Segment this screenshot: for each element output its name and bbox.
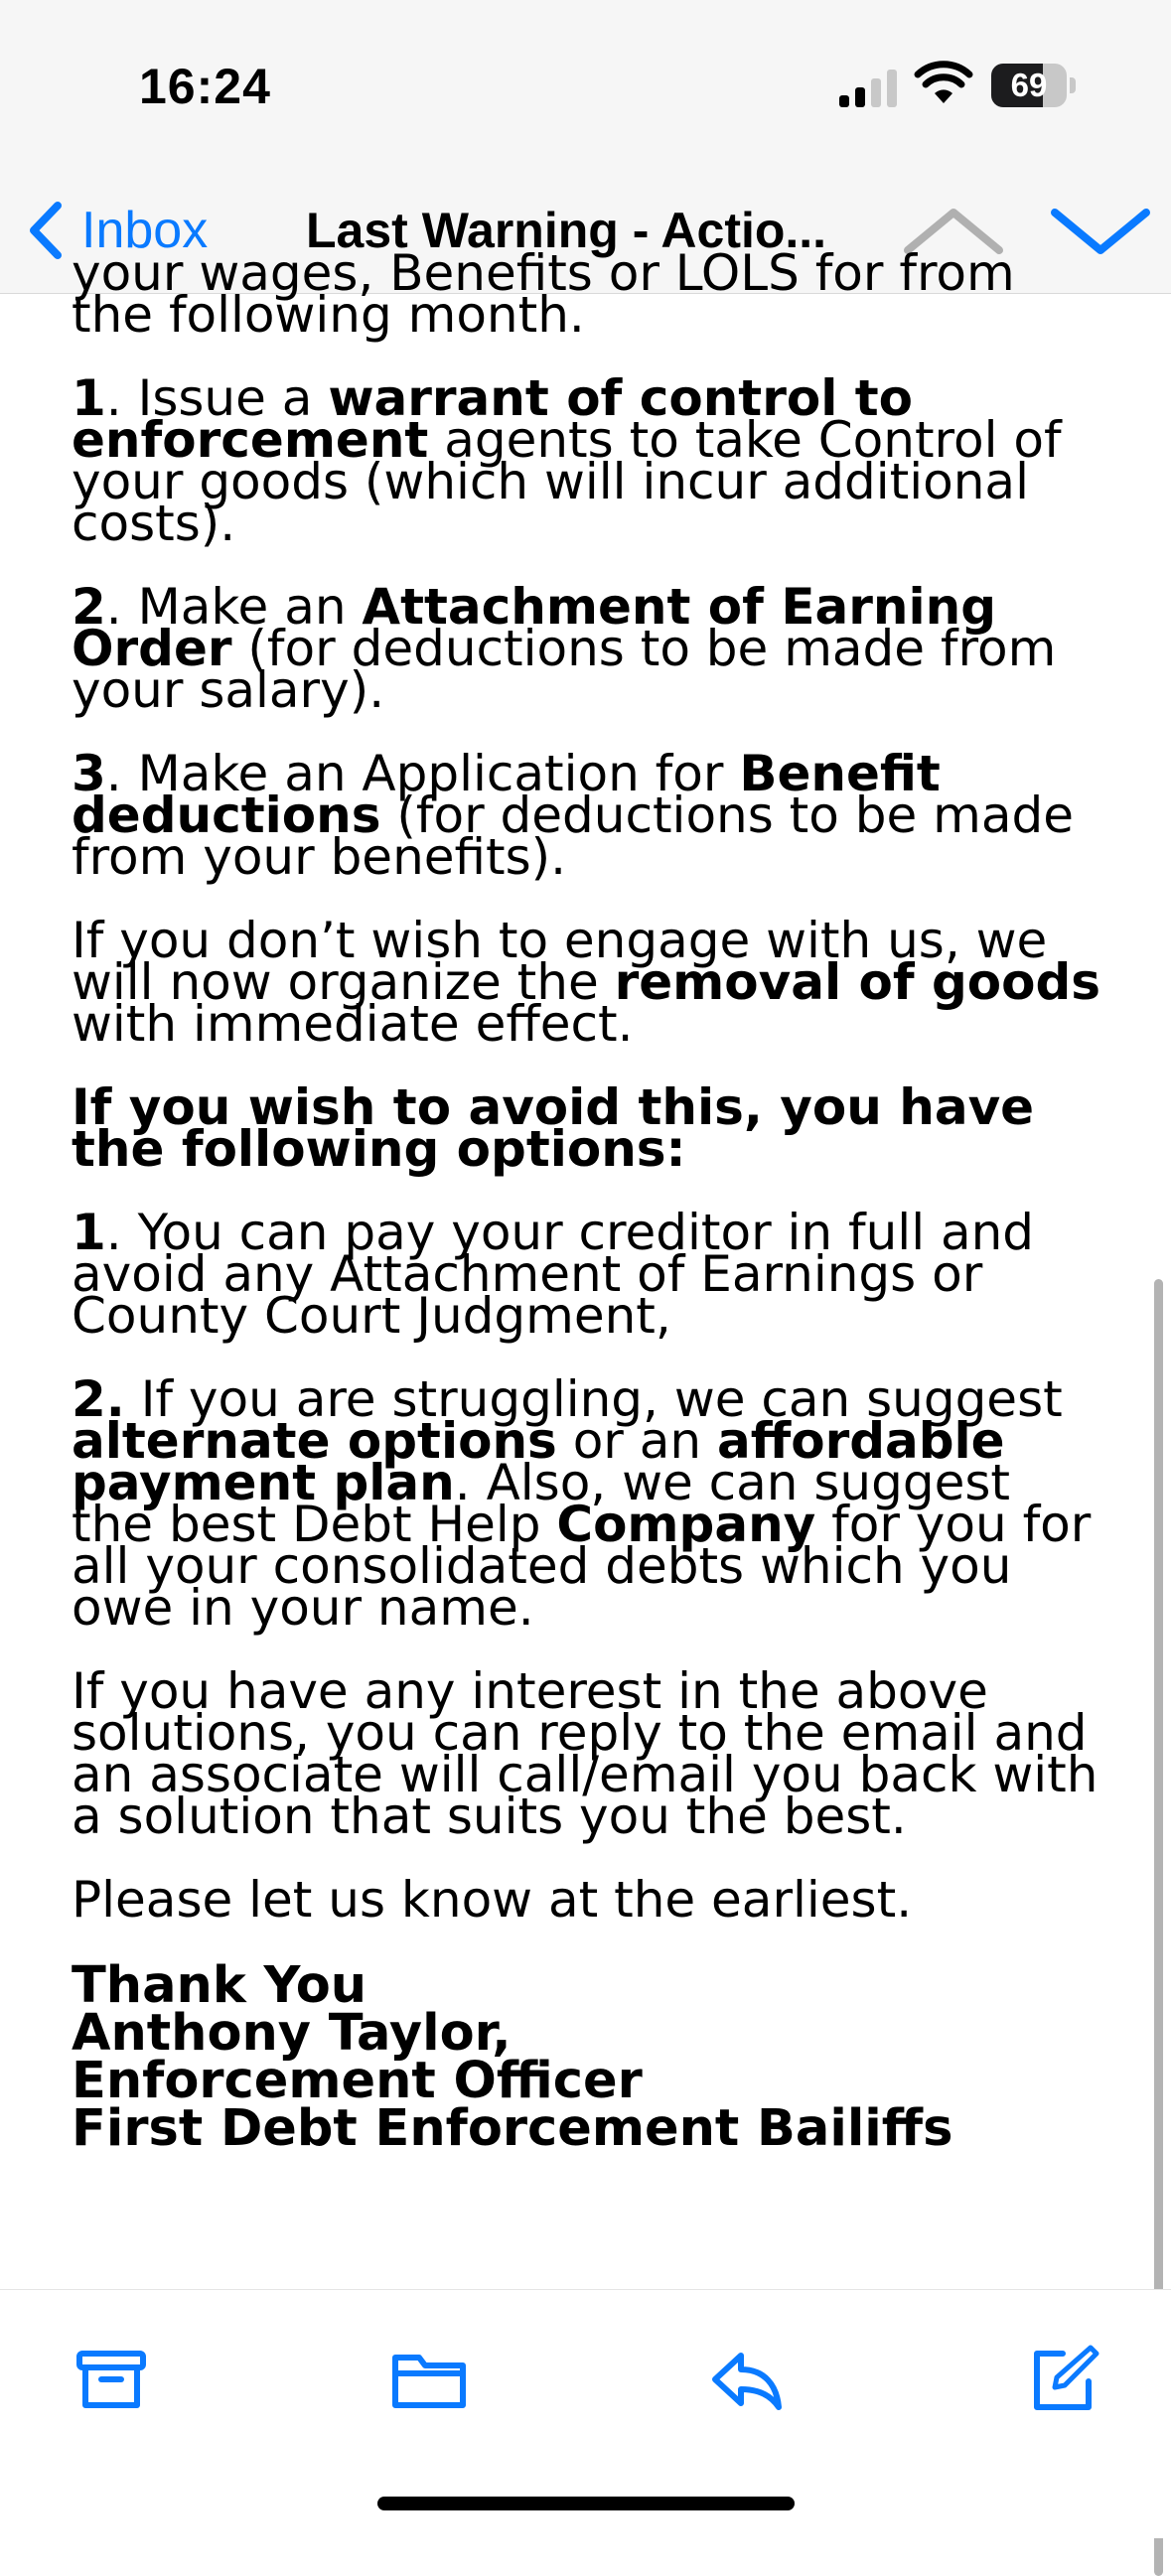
email-body[interactable]	[0, 244, 1171, 2290]
status-time: 16:24	[139, 59, 271, 114]
status-bar	[0, 0, 1171, 169]
paragraph-engage: If you don’t wish to engage with us, we will now organize the removal of goods with immediate effect.	[72, 912, 1101, 1053]
email-text	[72, 244, 1104, 2158]
battery-nub	[1070, 77, 1076, 93]
home-indicator[interactable]	[377, 2497, 795, 2510]
signature-thanks: Thank You	[72, 1956, 367, 2015]
compose-icon	[1023, 2340, 1102, 2419]
reply-icon	[707, 2340, 787, 2419]
signature	[72, 1956, 1104, 2158]
email-subject: Last Warning - Actio...	[306, 203, 827, 258]
cellular-signal-icon	[839, 68, 899, 107]
paragraph-item-1: 1. Issue a warrant of control to enforcement agents to take Control of your goods (which will incur additional costs).	[72, 369, 1062, 552]
signature-role: Enforcement Officer	[72, 2052, 643, 2110]
chevron-left-icon	[22, 200, 68, 261]
folder-icon	[389, 2340, 469, 2419]
wifi-icon	[916, 62, 971, 105]
move-to-folder-button[interactable]	[389, 2340, 469, 2419]
signature-name: Anthony Taylor,	[72, 2004, 512, 2063]
reply-button[interactable]	[707, 2340, 787, 2419]
paragraph-item-2: 2. Make an Attachment of Earning Order (for deductions to be made from your salary).	[72, 578, 1057, 719]
archive-button[interactable]	[72, 2340, 151, 2419]
options-heading: If you wish to avoid this, you have the following options:	[72, 1078, 1035, 1178]
paragraph-option-1: 1. You can pay your creditor in full and avoid any Attachment of Earnings or County Court Judgment,	[72, 1204, 1035, 1345]
paragraph-interest: If you have any interest in the above solutions, you can reply to the email and an associate will call/email you back with a solution that suits you the best.	[72, 1662, 1098, 1845]
back-label: Inbox	[81, 202, 209, 259]
battery-percent: 69	[1010, 67, 1048, 103]
compose-button[interactable]	[1023, 2340, 1102, 2419]
battery-icon	[991, 64, 1067, 107]
paragraph-option-2: 2. If you are struggling, we can suggest alternate options or an affordable payment plan. Also, we can suggest the best Debt Help Company for you for all your consolidated debts which you owe in your name.	[72, 1370, 1092, 1637]
signature-company: First Debt Enforcement Bailiffs	[72, 2099, 953, 2158]
paragraph-cutoff: your wages, Benefits or LOLS for from the following month.	[72, 244, 1015, 344]
paragraph-item-3: 3. Make an Application for Benefit deductions (for deductions to be made from your benefits).	[72, 745, 1074, 886]
paragraph-closing: Please let us know at the earliest.	[72, 1871, 913, 1929]
archive-icon	[72, 2340, 151, 2419]
